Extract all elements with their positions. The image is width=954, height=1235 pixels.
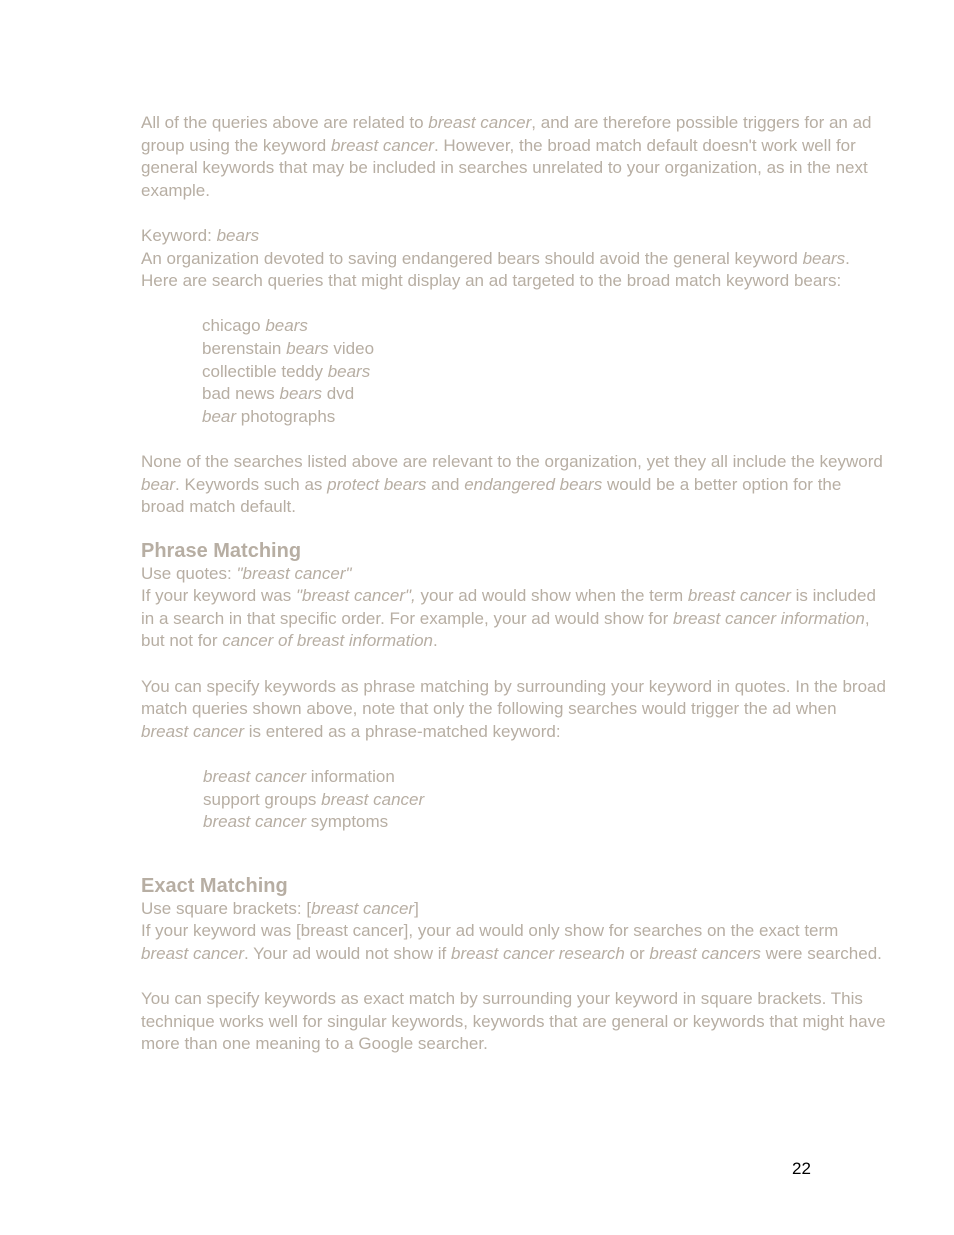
keyword-line [141,225,886,248]
relevance-paragraph: None of the searches listed above are relevant to the organization, yet they all include the keyword bear. Keywords such as protect bears and endangered bears would be a better option for the broad match default. [141,451,883,517]
exact-specify-paragraph: You can specify keywords as exact match by surrounding your keyword in square brackets. This technique works well for singular keywords, keywords that are general or keywords that might have more than one meaning to a Google searcher. [141,989,886,1054]
bears-query-list [141,315,886,428]
list-item: breast cancer symptoms [203,812,389,832]
list-item: berenstain bears video [202,338,375,358]
phrase-paragraph: If your keyword was "breast cancer", your ad would show when the term breast cancer is included in a search in that specific order. For example, your ad would show for breast cancer information, but not for cancer of breast information. [141,586,876,651]
text: . However, the broad match default doesn't work well for general keywords that may be included in searches unrelated to your organization, as in the next example. [141,135,868,200]
phrase-specify-paragraph: You can specify keywords as phrase matching by surrounding your keyword in quotes. In the broad match queries shown above, note that only the following searches would trigger the ad when breast cancer is entered as a phrase-matched keyword: [141,676,886,741]
phrase-matching-heading: Phrase Matching [141,539,302,562]
text: An organization devoted to saving endangered bears should avoid the general keyword [141,248,803,268]
phrase-query-list [141,766,886,834]
intro-paragraph [141,112,886,202]
phrase-use-line: Use quotes: "breast cancer" [141,563,352,583]
list-item: bear photographs [202,406,336,426]
list-item: support groups breast cancer [203,789,425,809]
exact-use-line: Use square brackets: [breast cancer] [141,898,419,918]
exact-matching-heading: Exact Matching [141,874,288,897]
text: All of the queries above are related to [141,113,429,132]
bears-paragraph [141,248,886,293]
page-number: 22 [792,1159,811,1178]
text: , and are therefore possible triggers for an ad group using the keyword [141,113,872,155]
exact-paragraph: If your keyword was [breast cancer], your ad would only show for searches on the exact term breast cancer. Your ad would not show if breast cancer research or breast cancers were searched. [141,921,882,963]
list-item: chicago bears [202,316,308,336]
list-item: collectible teddy bears [202,361,371,381]
text: . Here are search queries that might display an ad targeted to the broad match keyword bears: [141,248,850,291]
emphasis: bears [802,248,846,268]
list-item: breast cancer information [203,767,395,787]
emphasis: breast cancer [330,135,434,155]
page-content [141,112,886,1056]
keyword-value: bears [216,225,260,245]
list-item: bad news bears dvd [202,384,355,404]
emphasis: breast cancer [428,113,532,132]
keyword-label: Keyword: [141,225,217,245]
